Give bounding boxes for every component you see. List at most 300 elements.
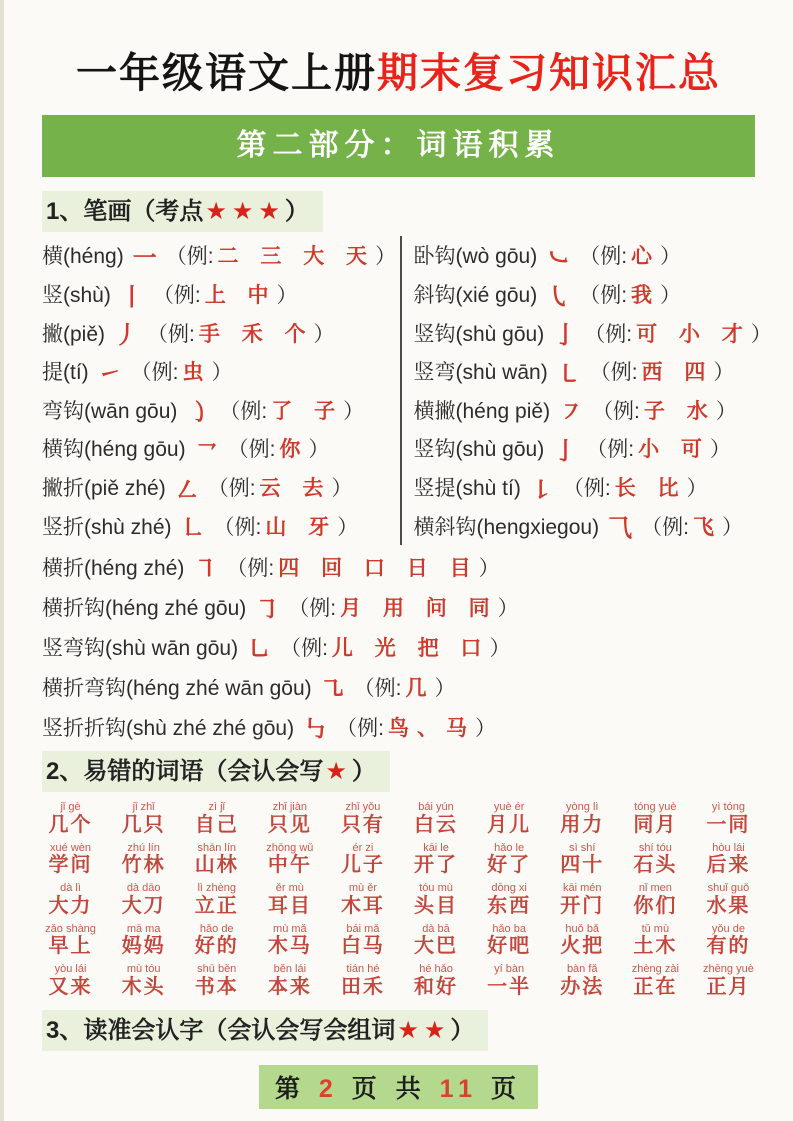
- word-text: 中午: [267, 854, 312, 877]
- stroke-name: 横钩(héng gōu): [42, 438, 186, 462]
- stroke-examples: 几: [405, 676, 435, 700]
- stroke-row: [42, 587, 755, 627]
- stroke-row: [42, 313, 400, 352]
- stroke-row: [42, 352, 400, 391]
- stroke-examples: 小 可: [638, 438, 710, 462]
- word-text: 竹林: [121, 854, 166, 877]
- stroke-example-close: ）: [211, 361, 233, 385]
- stroke-symbol: ㇈: [320, 676, 345, 704]
- word-pinyin: shān lín: [197, 841, 236, 854]
- stroke-row: [42, 468, 400, 507]
- word-pinyin: bái mǎ: [346, 922, 380, 935]
- word-cell: [399, 843, 472, 877]
- page-title-black: 一年级语文上册: [76, 50, 377, 96]
- stroke-row: [414, 468, 758, 507]
- stroke-row: [42, 275, 400, 314]
- word-text: 自己: [194, 813, 239, 836]
- stroke-example-label: （例:: [592, 399, 640, 423]
- word-text: 一半: [487, 975, 532, 998]
- stroke-symbol: 亅: [553, 437, 578, 465]
- word-text: 只有: [340, 813, 385, 836]
- word-cell: [253, 883, 326, 917]
- footer-label-di: 第: [274, 1075, 319, 1104]
- word-text: 水果: [706, 894, 751, 917]
- word-cell: [399, 802, 472, 836]
- word-pinyin: hòu lái: [712, 841, 745, 854]
- word-pinyin: yòu lái: [54, 963, 87, 976]
- word-text: 只见: [267, 813, 312, 836]
- stroke-examples: 你: [279, 438, 309, 462]
- stroke-example-label: （例:: [584, 322, 633, 346]
- word-cell: [326, 843, 399, 877]
- word-pinyin: mā ma: [126, 922, 161, 935]
- stroke-examples: 儿 光 把 口: [331, 636, 490, 660]
- section-words-heading-text: 2、易错的词语（会认会写: [46, 757, 324, 785]
- stroke-symbol: ㇉: [303, 716, 328, 744]
- section-words-heading-close: ）: [351, 757, 376, 785]
- word-text: 头目: [414, 894, 459, 917]
- word-pinyin: shū běn: [197, 963, 237, 976]
- word-text: 大力: [48, 894, 93, 917]
- stroke-name: 弯钩(wān gōu): [42, 399, 178, 423]
- stroke-name: 竖折(shù zhé): [42, 515, 172, 539]
- stroke-name: 竖提(shù tí): [413, 477, 521, 501]
- word-cell: [619, 883, 692, 917]
- word-pinyin: zì jǐ: [208, 801, 225, 814]
- word-pinyin: ér zi: [352, 841, 374, 854]
- stroke-row: [42, 429, 400, 468]
- word-cell: [473, 964, 546, 998]
- stroke-name: 横斜钩(hengxiegou): [413, 515, 600, 539]
- stroke-name: 横(héng): [42, 245, 124, 269]
- stroke-row: [42, 667, 755, 707]
- footer-label-ye: 页: [478, 1075, 523, 1104]
- stroke-example-close: ）: [715, 399, 737, 423]
- stroke-example-label: （例:: [207, 477, 256, 501]
- word-cell: [473, 883, 546, 917]
- word-pinyin: yí bàn: [494, 963, 525, 976]
- stroke-name: 卧钩(wò gōu): [413, 245, 538, 269]
- stroke-example-close: ）: [331, 477, 353, 501]
- word-grid: [34, 802, 765, 998]
- word-pinyin: běn lái: [273, 963, 307, 976]
- word-pinyin: jǐ zhǐ: [132, 801, 155, 814]
- word-pinyin: mù mǎ: [273, 922, 307, 935]
- stroke-examples: 飞: [692, 515, 722, 539]
- word-text: 大巴: [414, 935, 459, 958]
- stroke-symbol: ㇇: [559, 399, 584, 427]
- word-pinyin: dà dāo: [126, 882, 161, 895]
- stroke-name: 竖(shù): [42, 284, 111, 308]
- stroke-symbol: ㇜: [174, 476, 199, 504]
- footer-wrap: [4, 1065, 793, 1109]
- section-strokes-heading-close: ）: [284, 198, 309, 225]
- stroke-example-label: （例:: [562, 477, 611, 501]
- word-pinyin: dà bā: [422, 922, 450, 935]
- stroke-row: [414, 275, 758, 314]
- stroke-example-label: （例:: [641, 515, 689, 539]
- stroke-symbol: ㇙: [529, 476, 554, 504]
- stroke-example-close: ）: [343, 399, 365, 423]
- word-text: 同月: [633, 813, 678, 836]
- word-cell: [180, 802, 253, 836]
- word-cell: [253, 924, 326, 958]
- section-reading-heading: [42, 1010, 488, 1051]
- section-strokes-heading: [42, 191, 323, 232]
- stroke-examples: 二 三 大 天: [217, 245, 376, 269]
- page-title-red: 期末复习知识汇总: [377, 50, 721, 96]
- footer-page-number: 2: [318, 1075, 339, 1104]
- word-cell: [326, 964, 399, 998]
- stroke-row: [414, 429, 758, 468]
- word-pinyin: nǐ men: [638, 882, 672, 895]
- stroke-examples: 云 去: [259, 477, 332, 501]
- word-text: 白云: [414, 813, 459, 836]
- stroke-example-label: （例:: [227, 438, 276, 462]
- stroke-name: 竖弯(shù wān): [413, 361, 548, 385]
- stroke-examples: 月 用 问 同: [340, 596, 498, 620]
- stroke-example-close: ）: [713, 361, 735, 385]
- word-pinyin: zhú lín: [127, 841, 160, 854]
- strokes-full-width-rows: [42, 547, 755, 747]
- word-cell: [34, 964, 107, 998]
- stroke-row: [42, 627, 755, 667]
- word-cell: [692, 843, 765, 877]
- stroke-example-label: （例:: [130, 361, 179, 385]
- stroke-name: 竖钩(shù gōu): [413, 438, 545, 462]
- word-pinyin: kāi mén: [562, 882, 602, 895]
- stroke-example-label: （例:: [152, 284, 201, 308]
- part-banner: 第二部分：词语积累: [42, 115, 755, 177]
- word-cell: [546, 924, 619, 958]
- word-pinyin: shí tóu: [638, 841, 672, 854]
- stroke-examples: 心: [631, 245, 661, 269]
- word-cell: [546, 843, 619, 877]
- stroke-name: 竖折折钩(shù zhé zhé gōu): [42, 716, 295, 740]
- stroke-example-label: （例:: [288, 596, 337, 620]
- word-pinyin: tǔ mù: [641, 922, 670, 935]
- word-text: 木马: [267, 935, 312, 958]
- word-text: 正月: [706, 975, 751, 998]
- word-text: 几只: [121, 813, 166, 836]
- page-footer: [259, 1065, 538, 1109]
- word-pinyin: xué wèn: [50, 841, 92, 854]
- word-cell: [107, 802, 180, 836]
- word-cell: [180, 924, 253, 958]
- word-pinyin: hǎo ba: [492, 922, 526, 935]
- footer-label-mid: 页 共: [338, 1075, 440, 1104]
- stroke-examples: 可 小 才: [636, 322, 751, 346]
- stroke-row: [42, 506, 400, 545]
- word-cell: [546, 802, 619, 836]
- word-pinyin: hé hǎo: [419, 963, 453, 976]
- stroke-example-label: （例:: [147, 322, 195, 346]
- word-cell: [326, 883, 399, 917]
- word-cell: [253, 843, 326, 877]
- stroke-row: [42, 547, 755, 587]
- word-cell: [253, 802, 326, 836]
- stroke-symbol: ㇀: [97, 360, 122, 388]
- word-pinyin: tián hé: [346, 963, 380, 976]
- stroke-row: [414, 352, 758, 391]
- stroke-examples: 我: [631, 284, 661, 308]
- stroke-example-label: （例:: [280, 636, 328, 660]
- stroke-example-close: ）: [660, 284, 682, 308]
- section-words-stars: ★: [325, 757, 352, 785]
- section-strokes-stars: ★★★: [205, 198, 285, 225]
- strokes-two-column: [42, 236, 772, 545]
- word-pinyin: tóng yuè: [634, 801, 677, 814]
- word-text: 后来: [706, 854, 751, 877]
- word-cell: [107, 964, 180, 998]
- word-text: 用力: [560, 813, 605, 836]
- word-text: 办法: [560, 975, 605, 998]
- stroke-examples: 虫: [182, 361, 212, 385]
- word-pinyin: yì tóng: [711, 801, 745, 814]
- stroke-examples: 了 子: [271, 399, 344, 423]
- word-pinyin: hǎo de: [199, 922, 234, 935]
- word-cell: [692, 964, 765, 998]
- stroke-example-close: ）: [478, 556, 500, 580]
- word-text: 你们: [633, 894, 678, 917]
- stroke-example-close: ）: [660, 245, 682, 269]
- stroke-example-close: ）: [276, 284, 298, 308]
- word-pinyin: zhēng yuè: [703, 963, 754, 976]
- section-strokes-heading-text: 1、笔画（考点: [46, 198, 204, 225]
- strokes-left-column: [42, 236, 400, 545]
- stroke-symbol: ⺄: [608, 515, 633, 543]
- stroke-example-close: ）: [709, 438, 731, 462]
- word-text: 本来: [267, 975, 312, 998]
- word-pinyin: zǎo shàng: [45, 922, 96, 935]
- stroke-examples: 长 比: [614, 477, 687, 501]
- stroke-symbol: ㇟: [247, 636, 272, 664]
- word-cell: [619, 802, 692, 836]
- word-cell: [399, 964, 472, 998]
- word-text: 白马: [340, 935, 385, 958]
- word-text: 好的: [194, 935, 239, 958]
- word-pinyin: lì zhèng: [197, 882, 236, 895]
- word-text: 又来: [48, 975, 93, 998]
- word-pinyin: shuǐ guǒ: [707, 882, 750, 895]
- word-pinyin: sì shí: [569, 841, 596, 854]
- word-cell: [473, 843, 546, 877]
- word-cell: [692, 924, 765, 958]
- stroke-example-close: ）: [497, 596, 519, 620]
- stroke-example-label: （例:: [165, 245, 214, 269]
- word-cell: [107, 883, 180, 917]
- stroke-name: 提(tí): [42, 361, 89, 385]
- word-cell: [619, 843, 692, 877]
- stroke-row: [42, 707, 755, 747]
- word-text: 东西: [487, 894, 532, 917]
- word-text: 一同: [706, 813, 751, 836]
- section-words-heading: [42, 751, 390, 792]
- stroke-example-label: （例:: [586, 438, 635, 462]
- page-title: [4, 0, 793, 99]
- stroke-symbol: ㇄: [556, 360, 581, 388]
- word-cell: [180, 843, 253, 877]
- word-pinyin: ěr mù: [275, 882, 304, 895]
- stroke-name: 横折弯钩(héng zhé wān gōu): [42, 676, 312, 700]
- word-text: 石头: [633, 854, 678, 877]
- stroke-name: 撇(piě): [42, 322, 106, 346]
- word-text: 立正: [194, 894, 239, 917]
- stroke-name: 竖钩(shù gōu): [413, 322, 545, 346]
- stroke-examples: 西 四: [641, 361, 714, 385]
- word-cell: [326, 924, 399, 958]
- word-cell: [34, 843, 107, 877]
- stroke-symbol: ㇗: [180, 515, 205, 543]
- word-cell: [34, 883, 107, 917]
- word-pinyin: zhǐ yǒu: [345, 801, 381, 814]
- stroke-example-label: （例:: [226, 556, 275, 580]
- word-pinyin: huǒ bǎ: [565, 922, 600, 935]
- stroke-example-label: （例:: [579, 284, 628, 308]
- word-text: 木耳: [340, 894, 385, 917]
- word-cell: [253, 964, 326, 998]
- stroke-name: 竖弯钩(shù wān gōu): [42, 636, 239, 660]
- word-text: 土木: [633, 935, 678, 958]
- word-text: 耳目: [267, 894, 312, 917]
- word-pinyin: bàn fǎ: [566, 963, 598, 976]
- word-cell: [546, 883, 619, 917]
- word-text: 开了: [414, 854, 459, 877]
- word-pinyin: zhèng zài: [631, 963, 679, 976]
- word-text: 几个: [48, 813, 93, 836]
- stroke-symbol: 一: [132, 244, 157, 272]
- word-pinyin: yuè ér: [493, 801, 525, 814]
- stroke-example-label: （例:: [219, 399, 268, 423]
- stroke-example-close: ）: [308, 438, 330, 462]
- word-cell: [326, 802, 399, 836]
- word-cell: [692, 802, 765, 836]
- strokes-right-column: [400, 236, 772, 545]
- stroke-examples: 四 回 口 日 目: [278, 556, 479, 580]
- word-cell: [180, 964, 253, 998]
- stroke-example-close: ）: [750, 322, 772, 346]
- word-pinyin: yòng lì: [566, 801, 599, 814]
- stroke-name: 横折钩(héng zhé gōu): [42, 596, 247, 620]
- word-text: 开门: [560, 894, 605, 917]
- word-pinyin: zhǐ jiàn: [272, 801, 307, 814]
- stroke-symbol: ㇕: [193, 556, 218, 584]
- stroke-example-close: ）: [721, 515, 743, 539]
- stroke-symbol: 丿: [114, 322, 139, 350]
- word-text: 田禾: [340, 975, 385, 998]
- stroke-name: 撇折(piě zhé): [42, 477, 166, 501]
- word-text: 木头: [121, 975, 166, 998]
- word-pinyin: mù tóu: [126, 963, 161, 976]
- word-cell: [473, 802, 546, 836]
- stroke-example-close: ）: [337, 515, 359, 539]
- word-text: 大刀: [121, 894, 166, 917]
- word-cell: [34, 924, 107, 958]
- stroke-example-close: ）: [313, 322, 335, 346]
- word-pinyin: mù ěr: [348, 882, 377, 895]
- word-cell: [107, 843, 180, 877]
- stroke-examples: 上 中: [204, 284, 277, 308]
- stroke-name: 横折(héng zhé): [42, 556, 185, 580]
- stroke-symbol: ㇁: [186, 399, 211, 427]
- word-text: 早上: [48, 935, 93, 958]
- word-text: 有的: [706, 935, 751, 958]
- word-cell: [473, 924, 546, 958]
- stroke-example-label: （例:: [579, 245, 628, 269]
- stroke-name: 斜钩(xié gōu): [413, 284, 538, 308]
- word-text: 山林: [194, 854, 239, 877]
- stroke-example-close: ）: [474, 716, 496, 740]
- stroke-row: [42, 236, 400, 275]
- stroke-example-label: （例:: [213, 515, 262, 539]
- stroke-symbol: 亅: [553, 322, 578, 350]
- stroke-row: [42, 391, 400, 430]
- word-pinyin: hǎo le: [494, 841, 525, 854]
- stroke-example-close: ）: [375, 245, 397, 269]
- stroke-examples: 手 禾 个: [198, 322, 314, 346]
- word-pinyin: kāi le: [423, 841, 449, 854]
- stroke-row: [414, 236, 758, 275]
- word-text: 火把: [560, 935, 605, 958]
- word-cell: [619, 964, 692, 998]
- section-reading-stars: ★★: [397, 1016, 451, 1044]
- stroke-example-label: （例:: [353, 676, 402, 700]
- word-text: 书本: [194, 975, 239, 998]
- word-cell: [546, 964, 619, 998]
- stroke-symbol: ㇂: [546, 283, 571, 311]
- word-text: 好吧: [487, 935, 532, 958]
- word-pinyin: zhōng wǔ: [266, 841, 314, 854]
- word-cell: [107, 924, 180, 958]
- stroke-symbol: ㇆: [255, 596, 280, 624]
- stroke-row: [414, 391, 758, 430]
- section-reading-heading-close: ）: [450, 1016, 475, 1044]
- stroke-example-close: ）: [434, 676, 456, 700]
- word-pinyin: dōng xi: [491, 882, 527, 895]
- word-cell: [399, 883, 472, 917]
- stroke-symbol: ㇃: [546, 244, 571, 272]
- stroke-name: 横撇(héng piě): [413, 399, 551, 423]
- footer-total-pages: 11: [439, 1075, 479, 1104]
- word-text: 妈妈: [121, 935, 166, 958]
- stroke-example-label: （例:: [336, 716, 384, 740]
- word-pinyin: jǐ gè: [60, 801, 81, 814]
- stroke-examples: 山 牙: [265, 515, 338, 539]
- stroke-examples: 鸟、马: [387, 716, 475, 740]
- word-text: 学问: [48, 854, 93, 877]
- word-pinyin: bái yún: [418, 801, 454, 814]
- word-pinyin: dà lì: [60, 882, 81, 895]
- stroke-example-close: ）: [489, 636, 511, 660]
- section-reading-heading-text: 3、读准会认字（会认会写会组词: [46, 1016, 396, 1044]
- word-cell: [180, 883, 253, 917]
- stroke-row: [414, 506, 758, 545]
- word-text: 正在: [633, 975, 678, 998]
- word-text: 四十: [560, 854, 605, 877]
- word-cell: [34, 802, 107, 836]
- stroke-row: [413, 313, 772, 352]
- word-text: 儿子: [340, 854, 385, 877]
- stroke-example-label: （例:: [589, 361, 638, 385]
- word-text: 和好: [414, 975, 459, 998]
- word-text: 好了: [487, 854, 532, 877]
- word-cell: [692, 883, 765, 917]
- stroke-symbol: ㇖: [194, 437, 219, 465]
- word-cell: [399, 924, 472, 958]
- stroke-symbol: 丨: [119, 283, 144, 311]
- word-cell: [619, 924, 692, 958]
- stroke-examples: 子 水: [643, 399, 716, 423]
